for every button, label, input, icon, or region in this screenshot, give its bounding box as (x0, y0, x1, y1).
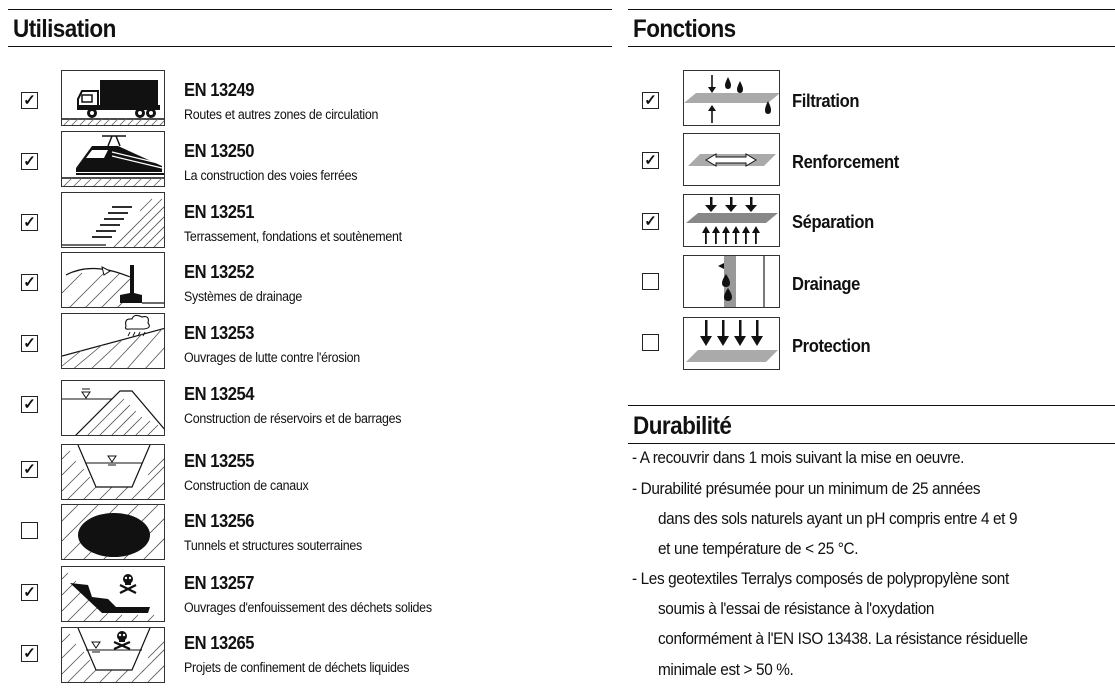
check-mark-icon: ✓ (23, 92, 36, 109)
check-mark-icon: ✓ (23, 396, 36, 413)
usage-row-en13250 (0, 131, 612, 191)
function-row-separation (628, 192, 1115, 252)
usage-checkbox[interactable] (21, 335, 38, 352)
check-mark-icon: ✓ (23, 645, 36, 662)
usage-row-en13254 (0, 374, 612, 434)
usage-row-en13255 (0, 441, 612, 501)
drainage-icon (683, 255, 780, 308)
usage-checkbox[interactable] (21, 92, 38, 109)
check-mark-icon: ✓ (644, 92, 657, 109)
durabilite-line: soumis à l'essai de résistance à l'oxydation (658, 600, 935, 618)
durabilite-line: - Durabilité présumée pour un minimum de 25 années (632, 480, 981, 498)
function-label: Protection (792, 336, 871, 356)
check-mark-icon: ✓ (23, 584, 36, 601)
standard-code: EN 13265 (184, 633, 254, 653)
solid-waste-landfill-icon (61, 566, 165, 622)
usage-row-en13252 (0, 252, 612, 312)
usage-checkbox[interactable] (21, 214, 38, 231)
usage-checkbox[interactable] (21, 522, 38, 539)
check-mark-icon: ✓ (23, 461, 36, 478)
function-row-filtration (628, 70, 1115, 130)
usage-row-en13251 (0, 192, 612, 252)
fonctions-title: Fonctions (633, 15, 736, 43)
durabilite-line: et une température de < 25 °C. (658, 540, 859, 558)
standard-code: EN 13254 (184, 384, 254, 404)
reinforcement-icon (683, 133, 780, 186)
check-mark-icon: ✓ (23, 153, 36, 170)
function-label: Drainage (792, 274, 860, 294)
function-label: Filtration (792, 91, 860, 111)
durabilite-line: - Les geotextiles Terralys composés de polypropylène sont (632, 570, 1009, 588)
check-mark-icon: ✓ (644, 213, 657, 230)
function-checkbox[interactable] (642, 334, 659, 351)
function-checkbox[interactable] (642, 273, 659, 290)
check-mark-icon: ✓ (23, 214, 36, 231)
durabilite-line: dans des sols naturels ayant un pH compris entre 4 et 9 (658, 510, 1018, 528)
standard-description: Ouvrages de lutte contre l'érosion (184, 350, 360, 365)
check-mark-icon: ✓ (644, 152, 657, 169)
standard-description: Projets de confinement de déchets liquides (184, 660, 410, 675)
usage-checkbox[interactable] (21, 274, 38, 291)
standard-description: Routes et autres zones de circulation (184, 107, 379, 122)
standard-description: Construction de canaux (184, 478, 309, 493)
reservoir-dam-icon (61, 380, 165, 436)
function-row-renforcement (628, 133, 1115, 193)
truck-road-icon (61, 70, 165, 126)
usage-checkbox[interactable] (21, 461, 38, 478)
usage-checkbox[interactable] (21, 645, 38, 662)
function-checkbox[interactable] (642, 213, 659, 230)
usage-checkbox[interactable] (21, 153, 38, 170)
tunnel-icon (61, 504, 165, 560)
standard-description: Terrassement, fondations et soutènement (184, 229, 402, 244)
standard-description: Ouvrages d'enfouissement des déchets solides (184, 600, 432, 615)
durabilite-line: conformément à l'EN ISO 13438. La résistance résiduelle (658, 630, 1028, 648)
standard-description: La construction des voies ferrées (184, 168, 358, 183)
standard-code: EN 13255 (184, 451, 254, 471)
utilisation-header (8, 9, 612, 47)
canal-icon (61, 444, 165, 500)
fonctions-header (628, 9, 1115, 47)
train-railway-icon (61, 131, 165, 187)
earthworks-foundation-icon (61, 192, 165, 248)
durabilite-line: minimale est > 50 %. (658, 661, 794, 679)
durabilite-header (628, 405, 1115, 444)
check-mark-icon: ✓ (23, 335, 36, 352)
standard-code: EN 13249 (184, 80, 254, 100)
standard-code: EN 13251 (184, 202, 254, 222)
standard-code: EN 13250 (184, 141, 254, 161)
standard-description: Systèmes de drainage (184, 289, 303, 304)
erosion-slope-icon (61, 313, 165, 369)
durabilite-title: Durabilité (633, 412, 732, 440)
usage-checkbox[interactable] (21, 396, 38, 413)
standard-description: Construction de réservoirs et de barrages (184, 411, 402, 426)
check-mark-icon: ✓ (23, 274, 36, 291)
separation-icon (683, 194, 780, 247)
standard-description: Tunnels et structures souterraines (184, 538, 362, 553)
function-label: Renforcement (792, 152, 899, 172)
function-label: Séparation (792, 212, 874, 232)
usage-row-en13256 (0, 501, 612, 561)
function-row-protection (628, 315, 1115, 375)
usage-checkbox[interactable] (21, 584, 38, 601)
usage-row-en13257 (0, 563, 612, 623)
filtration-icon (683, 70, 780, 126)
usage-row-en13253 (0, 313, 612, 373)
utilisation-title: Utilisation (13, 15, 116, 43)
function-row-drainage (628, 253, 1115, 313)
liquid-waste-containment-icon (61, 627, 165, 683)
standard-code: EN 13256 (184, 511, 254, 531)
standard-code: EN 13257 (184, 573, 254, 593)
function-checkbox[interactable] (642, 92, 659, 109)
usage-row-en13265 (0, 623, 612, 683)
drainage-wall-icon (61, 252, 165, 308)
standard-code: EN 13253 (184, 323, 254, 343)
protection-icon (683, 317, 780, 370)
standard-code: EN 13252 (184, 262, 254, 282)
function-checkbox[interactable] (642, 152, 659, 169)
durabilite-line: - A recouvrir dans 1 mois suivant la mise en oeuvre. (632, 449, 965, 467)
usage-row-en13249 (0, 70, 612, 130)
